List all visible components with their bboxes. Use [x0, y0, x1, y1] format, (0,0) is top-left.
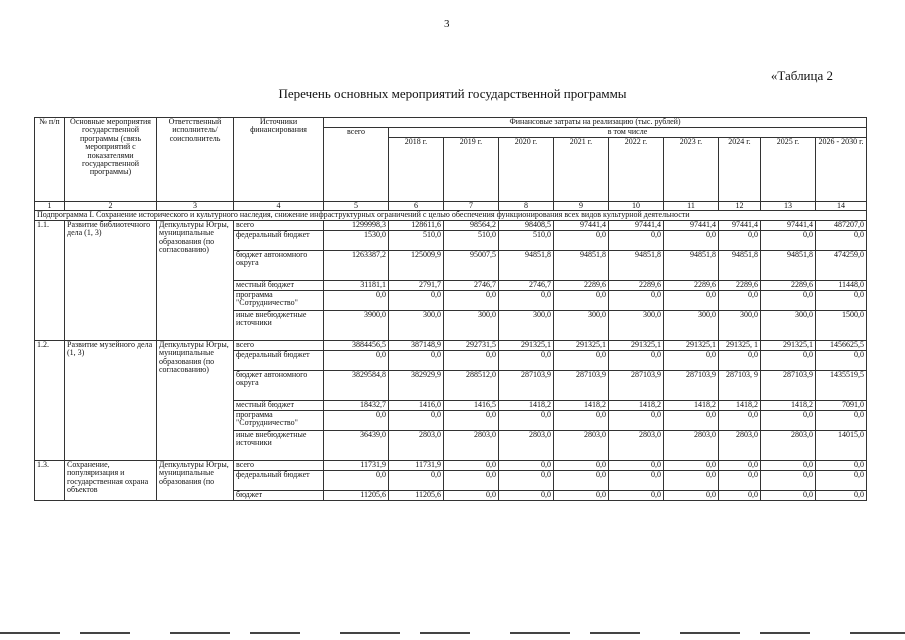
column-number: 6	[389, 202, 444, 211]
finance-value: 0,0	[444, 290, 499, 310]
finance-value: 291325, 1	[719, 340, 761, 350]
finance-value: 0,0	[499, 290, 554, 310]
header-executor: Ответственный исполнитель/ соисполнитель	[157, 118, 234, 202]
finance-value: 0,0	[389, 410, 444, 430]
finance-value: 36439,0	[324, 430, 389, 460]
funding-source: федеральный бюджет	[234, 470, 324, 490]
finance-value: 0,0	[324, 290, 389, 310]
finance-value: 0,0	[719, 350, 761, 370]
header-year: 2026 - 2030 г.	[816, 138, 867, 202]
finance-value: 0,0	[554, 410, 609, 430]
header-year: 2023 г.	[664, 138, 719, 202]
finance-value: 0,0	[816, 410, 867, 430]
finance-value: 0,0	[554, 470, 609, 490]
finance-value: 3829584,8	[324, 370, 389, 400]
finance-value: 291325,1	[664, 340, 719, 350]
finance-value: 94851,8	[719, 250, 761, 280]
finance-value: 0,0	[499, 490, 554, 500]
finance-value: 287103,9	[664, 370, 719, 400]
finance-value: 0,0	[664, 230, 719, 250]
finance-value: 300,0	[444, 310, 499, 340]
finance-value: 387148,9	[389, 340, 444, 350]
finance-value: 0,0	[719, 230, 761, 250]
finance-value: 0,0	[719, 460, 761, 470]
finance-value: 2803,0	[444, 430, 499, 460]
funding-source: федеральный бюджет	[234, 350, 324, 370]
finance-value: 98564,2	[444, 220, 499, 230]
finance-value: 2289,6	[664, 280, 719, 290]
finance-value: 291325,1	[761, 340, 816, 350]
finance-value: 2289,6	[761, 280, 816, 290]
column-number: 4	[234, 202, 324, 211]
funding-source: иные внебюджетные источники	[234, 430, 324, 460]
finance-value: 128611,6	[389, 220, 444, 230]
finance-value: 1299998,3	[324, 220, 389, 230]
finance-value: 2803,0	[609, 430, 664, 460]
finance-value: 0,0	[324, 470, 389, 490]
finance-value: 287103, 9	[719, 370, 761, 400]
finance-value: 0,0	[816, 460, 867, 470]
finance-value: 0,0	[609, 470, 664, 490]
finance-value: 382929,9	[389, 370, 444, 400]
column-number: 5	[324, 202, 389, 211]
finance-value: 97441,4	[664, 220, 719, 230]
funding-source: всего	[234, 340, 324, 350]
finance-value: 0,0	[664, 410, 719, 430]
finance-value: 125009,9	[389, 250, 444, 280]
finance-value: 2803,0	[719, 430, 761, 460]
finance-value: 0,0	[664, 290, 719, 310]
activity-name: Сохранение, популяризация и государственная охрана объектов	[65, 460, 157, 500]
finance-value: 0,0	[761, 490, 816, 500]
funding-source: программа "Сотрудничество"	[234, 290, 324, 310]
column-number: 8	[499, 202, 554, 211]
program-table	[34, 117, 867, 501]
finance-value: 0,0	[554, 460, 609, 470]
finance-value: 0,0	[816, 470, 867, 490]
finance-value: 0,0	[719, 290, 761, 310]
header-year: 2021 г.	[554, 138, 609, 202]
finance-value: 300,0	[719, 310, 761, 340]
finance-value: 287103,9	[761, 370, 816, 400]
finance-value: 1456625,5	[816, 340, 867, 350]
finance-value: 287103,9	[609, 370, 664, 400]
column-number: 1	[35, 202, 65, 211]
finance-value: 14015,0	[816, 430, 867, 460]
header-activities: Основные мероприятия государственной программы (связь мероприятий с показателями государственной программы)	[65, 118, 157, 202]
column-number: 9	[554, 202, 609, 211]
column-number: 12	[719, 202, 761, 211]
finance-value: 2289,6	[554, 280, 609, 290]
finance-value: 1435519,5	[816, 370, 867, 400]
finance-value: 97441,4	[761, 220, 816, 230]
finance-value: 2791,7	[389, 280, 444, 290]
finance-value: 0,0	[499, 350, 554, 370]
finance-value: 3900,0	[324, 310, 389, 340]
finance-value: 300,0	[664, 310, 719, 340]
finance-value: 0,0	[664, 470, 719, 490]
finance-value: 11205,6	[389, 490, 444, 500]
finance-value: 0,0	[719, 410, 761, 430]
finance-value: 18432,7	[324, 400, 389, 410]
funding-source: всего	[234, 220, 324, 230]
finance-value: 0,0	[761, 460, 816, 470]
finance-value: 0,0	[389, 470, 444, 490]
header-finance: Финансовые затраты на реализацию (тыс. рублей)	[324, 118, 867, 128]
finance-value: 0,0	[761, 470, 816, 490]
row-number: 1.3.	[35, 460, 65, 500]
finance-value: 0,0	[719, 470, 761, 490]
finance-value: 0,0	[609, 230, 664, 250]
finance-value: 0,0	[554, 290, 609, 310]
finance-value: 94851,8	[554, 250, 609, 280]
finance-value: 0,0	[324, 410, 389, 430]
column-number: 13	[761, 202, 816, 211]
finance-value: 11448,0	[816, 280, 867, 290]
header-year: 2024 г.	[719, 138, 761, 202]
finance-value: 300,0	[609, 310, 664, 340]
page-number: 3	[444, 18, 450, 30]
finance-value: 0,0	[761, 290, 816, 310]
document-title: Перечень основных мероприятий государственной программы	[278, 86, 627, 101]
funding-source: бюджет автономного округа	[234, 250, 324, 280]
finance-value: 0,0	[609, 460, 664, 470]
finance-value: 0,0	[761, 410, 816, 430]
finance-value: 0,0	[499, 410, 554, 430]
table-row	[35, 340, 867, 350]
column-number: 14	[816, 202, 867, 211]
finance-value: 1418,2	[554, 400, 609, 410]
finance-value: 2803,0	[664, 430, 719, 460]
finance-value: 0,0	[816, 350, 867, 370]
finance-value: 0,0	[816, 290, 867, 310]
funding-source: иные внебюджетные источники	[234, 310, 324, 340]
finance-value: 2289,6	[609, 280, 664, 290]
funding-source: федеральный бюджет	[234, 230, 324, 250]
executor-name: Депкультуры Югры, муниципальные образования (по	[157, 460, 234, 500]
finance-value: 2746,7	[444, 280, 499, 290]
finance-value: 1418,2	[664, 400, 719, 410]
finance-value: 0,0	[609, 290, 664, 310]
finance-value: 0,0	[719, 490, 761, 500]
finance-value: 0,0	[444, 490, 499, 500]
column-number: 10	[609, 202, 664, 211]
column-number: 7	[444, 202, 499, 211]
table-label: «Таблица 2	[770, 68, 833, 83]
funding-source: программа "Сотрудничество"	[234, 410, 324, 430]
funding-source: местный бюджет	[234, 280, 324, 290]
finance-value: 0,0	[444, 350, 499, 370]
activity-name: Развитие библиотечного дела (1, 3)	[65, 220, 157, 340]
finance-value: 0,0	[761, 230, 816, 250]
finance-value: 0,0	[389, 290, 444, 310]
finance-value: 300,0	[499, 310, 554, 340]
subprogram-title: Подпрограмма I. Сохранение исторического и культурного наследия, снижение инфраструктурных ограничений с целью обеспечения функционирования всех видов культурной деятельности	[35, 211, 867, 220]
activity-name: Развитие музейного дела (1, 3)	[65, 340, 157, 460]
table-row	[35, 220, 867, 230]
header-total: всего	[324, 128, 389, 202]
finance-value: 97441,4	[719, 220, 761, 230]
header-year: 2020 г.	[499, 138, 554, 202]
finance-value: 1418,2	[719, 400, 761, 410]
finance-value: 1500,0	[816, 310, 867, 340]
finance-value: 487207,0	[816, 220, 867, 230]
finance-value: 0,0	[609, 490, 664, 500]
header-including: в том числе	[389, 128, 867, 138]
finance-value: 2803,0	[389, 430, 444, 460]
finance-value: 0,0	[499, 460, 554, 470]
finance-value: 291325,1	[609, 340, 664, 350]
finance-value: 287103,9	[554, 370, 609, 400]
executor-name: Депкультуры Югры, муниципальные образования (по согласованию)	[157, 220, 234, 340]
finance-value: 0,0	[609, 410, 664, 430]
finance-value: 2803,0	[499, 430, 554, 460]
finance-value: 11205,6	[324, 490, 389, 500]
finance-value: 0,0	[664, 350, 719, 370]
finance-value: 97441,4	[554, 220, 609, 230]
finance-value: 2289,6	[719, 280, 761, 290]
finance-value: 31181,1	[324, 280, 389, 290]
subprogram-row	[35, 211, 867, 220]
finance-value: 0,0	[761, 350, 816, 370]
finance-value: 510,0	[444, 230, 499, 250]
finance-value: 300,0	[389, 310, 444, 340]
finance-value: 474259,0	[816, 250, 867, 280]
header-year: 2025 г.	[761, 138, 816, 202]
finance-value: 11731,9	[389, 460, 444, 470]
finance-value: 288512,0	[444, 370, 499, 400]
finance-value: 1418,2	[499, 400, 554, 410]
finance-value: 94851,8	[609, 250, 664, 280]
finance-value: 2803,0	[554, 430, 609, 460]
finance-value: 1418,2	[609, 400, 664, 410]
column-number: 3	[157, 202, 234, 211]
finance-value: 0,0	[554, 230, 609, 250]
row-number: 1.2.	[35, 340, 65, 460]
finance-value: 1263387,2	[324, 250, 389, 280]
finance-value: 11731,9	[324, 460, 389, 470]
finance-value: 3884456,5	[324, 340, 389, 350]
finance-value: 287103,9	[499, 370, 554, 400]
finance-value: 95007,5	[444, 250, 499, 280]
finance-value: 1416,0	[389, 400, 444, 410]
funding-source: всего	[234, 460, 324, 470]
finance-value: 0,0	[816, 230, 867, 250]
finance-value: 291325,1	[554, 340, 609, 350]
header-year: 2022 г.	[609, 138, 664, 202]
scan-edge-noise	[0, 632, 905, 634]
finance-value: 1530,0	[324, 230, 389, 250]
header-year: 2019 г.	[444, 138, 499, 202]
finance-value: 2803,0	[761, 430, 816, 460]
header-sources: Источники финансирования	[234, 118, 324, 202]
header-year: 2018 г.	[389, 138, 444, 202]
finance-value: 0,0	[324, 350, 389, 370]
finance-value: 94851,8	[499, 250, 554, 280]
finance-value: 291325,1	[499, 340, 554, 350]
finance-value: 0,0	[444, 460, 499, 470]
table-row	[35, 460, 867, 470]
column-number-row	[35, 202, 867, 211]
finance-value: 300,0	[554, 310, 609, 340]
finance-value: 1416,5	[444, 400, 499, 410]
header-no: № п/п	[35, 118, 65, 202]
finance-value: 97441,4	[609, 220, 664, 230]
funding-source: бюджет автономного округа	[234, 370, 324, 400]
finance-value: 7091,0	[816, 400, 867, 410]
finance-value: 292731,5	[444, 340, 499, 350]
executor-name: Депкультуры Югры, муниципальные образования (по согласованию)	[157, 340, 234, 460]
finance-value: 0,0	[554, 350, 609, 370]
finance-value: 1418,2	[761, 400, 816, 410]
finance-value: 0,0	[664, 460, 719, 470]
row-number: 1.1.	[35, 220, 65, 340]
column-number: 2	[65, 202, 157, 211]
finance-value: 0,0	[816, 490, 867, 500]
finance-value: 2746,7	[499, 280, 554, 290]
finance-value: 94851,8	[761, 250, 816, 280]
finance-value: 0,0	[444, 410, 499, 430]
finance-value: 300,0	[761, 310, 816, 340]
finance-value: 510,0	[499, 230, 554, 250]
funding-source: бюджет	[234, 490, 324, 500]
finance-value: 510,0	[389, 230, 444, 250]
finance-value: 0,0	[499, 470, 554, 490]
finance-value: 0,0	[664, 490, 719, 500]
finance-value: 98408,5	[499, 220, 554, 230]
finance-value: 0,0	[389, 350, 444, 370]
finance-value: 0,0	[444, 470, 499, 490]
finance-value: 0,0	[554, 490, 609, 500]
finance-value: 94851,8	[664, 250, 719, 280]
column-number: 11	[664, 202, 719, 211]
funding-source: местный бюджет	[234, 400, 324, 410]
finance-value: 0,0	[609, 350, 664, 370]
